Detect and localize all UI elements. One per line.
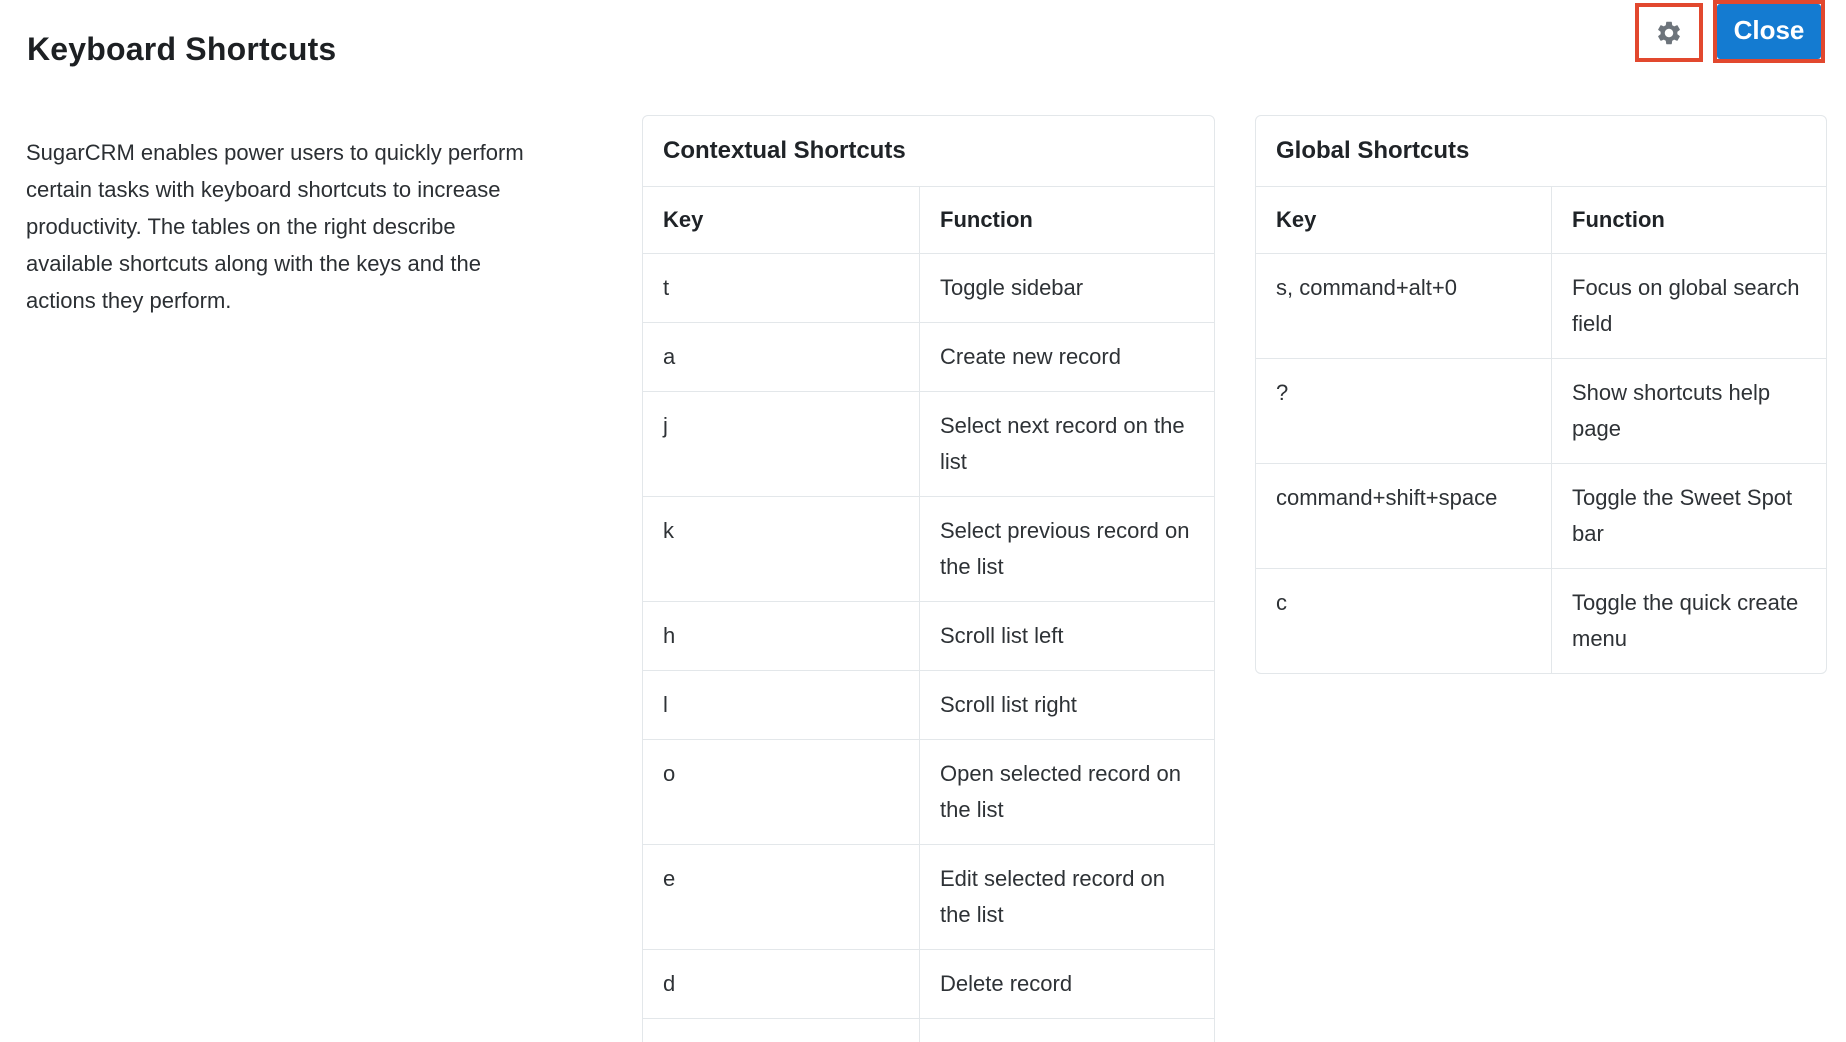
cell-function: Toggle sidebar	[919, 253, 1214, 322]
cell-key: t	[643, 253, 919, 322]
table-row	[1256, 463, 1826, 568]
table-row	[643, 496, 1214, 601]
cell-key: c	[1256, 568, 1551, 673]
cell-function: Select previous record on the list	[919, 496, 1214, 601]
cell-key: d	[643, 949, 919, 1018]
cell-function: Open selected record on the list	[919, 739, 1214, 844]
cell-empty	[919, 1018, 1214, 1042]
global-column-header-key: Key	[1256, 186, 1551, 253]
cell-key: command+shift+space	[1256, 463, 1551, 568]
gear-icon	[1655, 19, 1683, 47]
table-row	[643, 949, 1214, 1018]
global-table-title: Global Shortcuts	[1276, 137, 1470, 164]
cell-key: a	[643, 322, 919, 391]
cell-function: Select next record on the list	[919, 391, 1214, 496]
cell-function: Edit selected record on the list	[919, 844, 1214, 949]
cell-empty	[643, 1018, 919, 1042]
intro-text: SugarCRM enables power users to quickly perform certain tasks with keyboard shortcuts to increase productivity. The tables on the right describe available shortcuts along with the keys and the actions they perform.	[26, 140, 524, 313]
cell-function: Create new record	[919, 322, 1214, 391]
contextual-column-header-key: Key	[643, 186, 919, 253]
contextual-shortcuts-table	[642, 115, 1215, 1042]
settings-button[interactable]	[1639, 7, 1699, 58]
table-row	[643, 844, 1214, 949]
annotation-box-settings	[1635, 3, 1703, 62]
cell-key: l	[643, 670, 919, 739]
table-row	[643, 253, 1214, 322]
table-row-partial	[643, 1018, 1214, 1042]
table-row	[643, 601, 1214, 670]
table-row	[643, 391, 1214, 496]
table-row	[1256, 253, 1826, 358]
contextual-column-header-function: Function	[919, 186, 1214, 253]
cell-function: Focus on global search field	[1551, 253, 1826, 358]
table-row	[1256, 568, 1826, 673]
cell-key: k	[643, 496, 919, 601]
close-button[interactable]: Close	[1717, 4, 1821, 59]
cell-key: e	[643, 844, 919, 949]
cell-function: Delete record	[919, 949, 1214, 1018]
cell-function: Toggle the Sweet Spot bar	[1551, 463, 1826, 568]
cell-key: o	[643, 739, 919, 844]
cell-key: ?	[1256, 358, 1551, 463]
table-row	[1256, 358, 1826, 463]
contextual-table-title: Contextual Shortcuts	[663, 137, 906, 164]
global-column-header-function: Function	[1551, 186, 1826, 253]
cell-function: Toggle the quick create menu	[1551, 568, 1826, 673]
table-row	[643, 670, 1214, 739]
global-shortcuts-table	[1255, 115, 1827, 674]
page-title: Keyboard Shortcuts	[27, 31, 337, 68]
cell-key: s, command+alt+0	[1256, 253, 1551, 358]
cell-key: h	[643, 601, 919, 670]
annotation-box-close	[1713, 0, 1825, 63]
table-row	[643, 739, 1214, 844]
table-row	[643, 322, 1214, 391]
cell-key: j	[643, 391, 919, 496]
cell-function: Show shortcuts help page	[1551, 358, 1826, 463]
cell-function: Scroll list right	[919, 670, 1214, 739]
cell-function: Scroll list left	[919, 601, 1214, 670]
